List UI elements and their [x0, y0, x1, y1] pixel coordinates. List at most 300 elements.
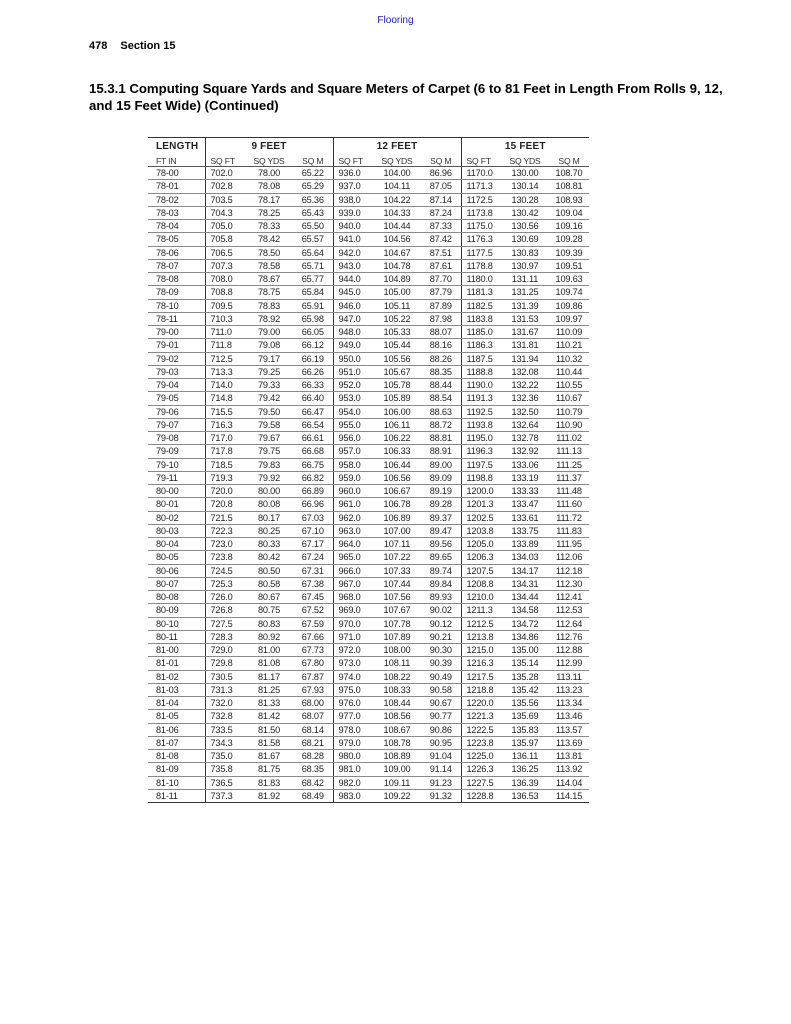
length-cell: 79-07 [148, 418, 205, 431]
length-cell: 78-04 [148, 220, 205, 233]
sq-ft-cell: 729.8 [205, 657, 245, 670]
sq-m-cell: 66.54 [293, 418, 333, 431]
sq-m-cell: 67.24 [293, 551, 333, 564]
sq-yds-cell: 130.14 [501, 180, 549, 193]
sq-ft-cell: 1202.5 [461, 511, 501, 524]
sq-ft-cell: 1185.0 [461, 326, 501, 339]
sq-m-cell: 66.05 [293, 326, 333, 339]
sq-ft-cell: 1191.3 [461, 392, 501, 405]
sq-yds-cell: 132.50 [501, 405, 549, 418]
sq-m-cell: 68.49 [293, 789, 333, 802]
sq-m-cell: 111.48 [549, 485, 589, 498]
sq-yds-cell: 134.31 [501, 577, 549, 590]
table-row [148, 670, 589, 683]
sq-m-cell: 87.33 [421, 220, 461, 233]
sq-m-cell: 66.61 [293, 432, 333, 445]
table-row [148, 577, 589, 590]
sq-ft-cell: 705.8 [205, 233, 245, 246]
sq-ft-cell: 974.0 [333, 670, 373, 683]
sq-yds-cell: 132.08 [501, 365, 549, 378]
sq-yds-cell: 135.69 [501, 710, 549, 723]
sq-m-cell: 67.66 [293, 630, 333, 643]
col-sq-ft: SQ FT [461, 155, 501, 167]
sq-ft-cell: 728.3 [205, 630, 245, 643]
sq-ft-cell: 1182.5 [461, 299, 501, 312]
table-row [148, 339, 589, 352]
sq-yds-cell: 108.56 [373, 710, 421, 723]
sq-m-cell: 65.91 [293, 299, 333, 312]
sq-yds-cell: 130.28 [501, 193, 549, 206]
sq-m-cell: 65.22 [293, 167, 333, 180]
sq-m-cell: 112.99 [549, 657, 589, 670]
sq-m-cell: 67.38 [293, 577, 333, 590]
sq-m-cell: 108.81 [549, 180, 589, 193]
sq-yds-cell: 131.39 [501, 299, 549, 312]
sq-ft-cell: 702.0 [205, 167, 245, 180]
sq-m-cell: 91.04 [421, 750, 461, 763]
sq-m-cell: 66.89 [293, 485, 333, 498]
table-row [148, 776, 589, 789]
sq-m-cell: 67.87 [293, 670, 333, 683]
sq-ft-cell: 1228.8 [461, 789, 501, 802]
sq-ft-cell: 950.0 [333, 352, 373, 365]
table-row [148, 511, 589, 524]
sq-ft-cell: 982.0 [333, 776, 373, 789]
sq-ft-cell: 983.0 [333, 789, 373, 802]
sq-yds-cell: 108.67 [373, 723, 421, 736]
length-cell: 78-02 [148, 193, 205, 206]
col-sq-ft: SQ FT [205, 155, 245, 167]
sq-m-cell: 65.36 [293, 193, 333, 206]
sq-m-cell: 66.40 [293, 392, 333, 405]
sq-m-cell: 111.25 [549, 458, 589, 471]
sq-yds-cell: 130.00 [501, 167, 549, 180]
length-cell: 79-08 [148, 432, 205, 445]
sq-ft-cell: 723.8 [205, 551, 245, 564]
sq-ft-cell: 711.0 [205, 326, 245, 339]
sq-ft-cell: 973.0 [333, 657, 373, 670]
sq-m-cell: 90.02 [421, 604, 461, 617]
sq-yds-cell: 81.33 [245, 697, 293, 710]
sq-m-cell: 112.30 [549, 577, 589, 590]
sq-m-cell: 87.14 [421, 193, 461, 206]
sq-m-cell: 87.98 [421, 312, 461, 325]
sq-yds-cell: 79.50 [245, 405, 293, 418]
sq-m-cell: 112.64 [549, 617, 589, 630]
sq-m-cell: 65.57 [293, 233, 333, 246]
sq-yds-cell: 104.67 [373, 246, 421, 259]
sq-yds-cell: 78.25 [245, 206, 293, 219]
sq-yds-cell: 130.83 [501, 246, 549, 259]
sq-ft-cell: 714.8 [205, 392, 245, 405]
sq-ft-cell: 704.3 [205, 206, 245, 219]
sq-m-cell: 112.88 [549, 644, 589, 657]
sq-yds-cell: 133.61 [501, 511, 549, 524]
sq-yds-cell: 104.33 [373, 206, 421, 219]
sq-ft-cell: 978.0 [333, 723, 373, 736]
sq-ft-cell: 711.8 [205, 339, 245, 352]
sq-ft-cell: 1205.0 [461, 538, 501, 551]
sq-yds-cell: 81.92 [245, 789, 293, 802]
sq-ft-cell: 1188.8 [461, 365, 501, 378]
sq-m-cell: 109.39 [549, 246, 589, 259]
sq-ft-cell: 1226.3 [461, 763, 501, 776]
sq-m-cell: 112.18 [549, 564, 589, 577]
length-cell: 78-10 [148, 299, 205, 312]
sq-m-cell: 113.69 [549, 736, 589, 749]
sq-m-cell: 89.65 [421, 551, 461, 564]
sq-yds-cell: 132.64 [501, 418, 549, 431]
sq-yds-cell: 105.33 [373, 326, 421, 339]
length-cell: 79-04 [148, 379, 205, 392]
sq-ft-cell: 961.0 [333, 498, 373, 511]
sq-ft-cell: 1213.8 [461, 630, 501, 643]
sq-m-cell: 68.35 [293, 763, 333, 776]
sq-ft-cell: 735.8 [205, 763, 245, 776]
length-cell: 78-00 [148, 167, 205, 180]
sq-yds-cell: 106.67 [373, 485, 421, 498]
sq-yds-cell: 105.78 [373, 379, 421, 392]
sq-m-cell: 110.09 [549, 326, 589, 339]
table-row [148, 286, 589, 299]
sq-ft-cell: 1220.0 [461, 697, 501, 710]
sq-yds-cell: 104.44 [373, 220, 421, 233]
sq-m-cell: 113.46 [549, 710, 589, 723]
length-cell: 78-09 [148, 286, 205, 299]
sq-yds-cell: 133.89 [501, 538, 549, 551]
sq-m-cell: 90.30 [421, 644, 461, 657]
sq-m-cell: 110.44 [549, 365, 589, 378]
sq-yds-cell: 105.67 [373, 365, 421, 378]
sq-ft-cell: 712.5 [205, 352, 245, 365]
col-sq-yds: SQ YDS [245, 155, 293, 167]
table-row [148, 697, 589, 710]
sq-yds-cell: 105.89 [373, 392, 421, 405]
sq-yds-cell: 79.42 [245, 392, 293, 405]
sq-ft-cell: 980.0 [333, 750, 373, 763]
sq-yds-cell: 130.42 [501, 206, 549, 219]
sq-ft-cell: 1177.5 [461, 246, 501, 259]
sq-yds-cell: 106.11 [373, 418, 421, 431]
sq-ft-cell: 1217.5 [461, 670, 501, 683]
table-row [148, 379, 589, 392]
sq-ft-cell: 1190.0 [461, 379, 501, 392]
sq-yds-cell: 136.11 [501, 750, 549, 763]
sq-m-cell: 68.07 [293, 710, 333, 723]
sq-yds-cell: 135.00 [501, 644, 549, 657]
sq-m-cell: 65.64 [293, 246, 333, 259]
sq-m-cell: 87.89 [421, 299, 461, 312]
sq-yds-cell: 81.75 [245, 763, 293, 776]
sq-ft-cell: 1172.5 [461, 193, 501, 206]
sq-yds-cell: 133.47 [501, 498, 549, 511]
sq-m-cell: 67.73 [293, 644, 333, 657]
sq-m-cell: 65.29 [293, 180, 333, 193]
sq-m-cell: 109.04 [549, 206, 589, 219]
table-row [148, 352, 589, 365]
sq-ft-cell: 963.0 [333, 524, 373, 537]
flooring-link[interactable]: Flooring [377, 15, 414, 26]
sq-ft-cell: 971.0 [333, 630, 373, 643]
length-cell: 78-03 [148, 206, 205, 219]
sq-ft-cell: 720.8 [205, 498, 245, 511]
length-cell: 79-10 [148, 458, 205, 471]
sq-yds-cell: 109.22 [373, 789, 421, 802]
length-cell: 79-02 [148, 352, 205, 365]
sq-ft-cell: 945.0 [333, 286, 373, 299]
sq-m-cell: 91.23 [421, 776, 461, 789]
sq-m-cell: 88.26 [421, 352, 461, 365]
table-row [148, 524, 589, 537]
sq-m-cell: 90.67 [421, 697, 461, 710]
sq-yds-cell: 80.25 [245, 524, 293, 537]
sq-ft-cell: 937.0 [333, 180, 373, 193]
sq-ft-cell: 1186.3 [461, 339, 501, 352]
sq-ft-cell: 972.0 [333, 644, 373, 657]
sq-yds-cell: 80.92 [245, 630, 293, 643]
length-cell: 81-04 [148, 697, 205, 710]
table-row [148, 485, 589, 498]
sq-ft-cell: 946.0 [333, 299, 373, 312]
sq-m-cell: 113.34 [549, 697, 589, 710]
sq-ft-cell: 970.0 [333, 617, 373, 630]
sq-m-cell: 90.58 [421, 683, 461, 696]
page-number: 478 [89, 40, 108, 52]
sq-yds-cell: 80.00 [245, 485, 293, 498]
sq-m-cell: 89.47 [421, 524, 461, 537]
sq-ft-cell: 1170.0 [461, 167, 501, 180]
col-sq-m: SQ M [293, 155, 333, 167]
sq-m-cell: 109.51 [549, 259, 589, 272]
sq-m-cell: 87.51 [421, 246, 461, 259]
sq-yds-cell: 108.33 [373, 683, 421, 696]
sq-yds-cell: 107.33 [373, 564, 421, 577]
length-cell: 80-10 [148, 617, 205, 630]
sq-ft-cell: 723.0 [205, 538, 245, 551]
sq-ft-cell: 942.0 [333, 246, 373, 259]
sq-yds-cell: 132.36 [501, 392, 549, 405]
sq-yds-cell: 79.83 [245, 458, 293, 471]
sq-m-cell: 114.04 [549, 776, 589, 789]
sq-ft-cell: 1193.8 [461, 418, 501, 431]
sq-m-cell: 90.49 [421, 670, 461, 683]
sq-yds-cell: 131.53 [501, 312, 549, 325]
sq-ft-cell: 722.3 [205, 524, 245, 537]
sq-yds-cell: 105.00 [373, 286, 421, 299]
page-header [89, 40, 175, 52]
sq-ft-cell: 959.0 [333, 471, 373, 484]
sq-yds-cell: 107.00 [373, 524, 421, 537]
sq-yds-cell: 135.42 [501, 683, 549, 696]
table-row [148, 326, 589, 339]
sq-yds-cell: 79.17 [245, 352, 293, 365]
sq-m-cell: 67.80 [293, 657, 333, 670]
sq-yds-cell: 130.69 [501, 233, 549, 246]
sq-ft-cell: 724.5 [205, 564, 245, 577]
sq-ft-cell: 705.0 [205, 220, 245, 233]
sq-m-cell: 113.11 [549, 670, 589, 683]
sq-yds-cell: 107.67 [373, 604, 421, 617]
sq-m-cell: 88.63 [421, 405, 461, 418]
sq-ft-cell: 1175.0 [461, 220, 501, 233]
sq-ft-cell: 955.0 [333, 418, 373, 431]
length-cell: 80-06 [148, 564, 205, 577]
sq-yds-cell: 107.56 [373, 591, 421, 604]
sq-ft-cell: 1180.0 [461, 273, 501, 286]
sq-yds-cell: 131.67 [501, 326, 549, 339]
sq-ft-cell: 714.0 [205, 379, 245, 392]
sq-ft-cell: 1181.3 [461, 286, 501, 299]
sq-m-cell: 90.39 [421, 657, 461, 670]
sq-yds-cell: 136.53 [501, 789, 549, 802]
sq-ft-cell: 1208.8 [461, 577, 501, 590]
length-cell: 81-11 [148, 789, 205, 802]
table-row [148, 604, 589, 617]
sq-ft-cell: 1187.5 [461, 352, 501, 365]
sq-yds-cell: 106.44 [373, 458, 421, 471]
sq-ft-cell: 706.5 [205, 246, 245, 259]
sq-yds-cell: 105.56 [373, 352, 421, 365]
sq-yds-cell: 109.11 [373, 776, 421, 789]
sq-yds-cell: 135.97 [501, 736, 549, 749]
sq-yds-cell: 81.67 [245, 750, 293, 763]
sq-yds-cell: 105.22 [373, 312, 421, 325]
sq-ft-cell: 702.8 [205, 180, 245, 193]
carpet-table-container [148, 137, 589, 803]
sq-ft-cell: 1183.8 [461, 312, 501, 325]
length-cell: 79-09 [148, 445, 205, 458]
sq-m-cell: 67.59 [293, 617, 333, 630]
sq-yds-cell: 78.33 [245, 220, 293, 233]
sq-m-cell: 65.77 [293, 273, 333, 286]
length-cell: 80-02 [148, 511, 205, 524]
sq-ft-cell: 737.3 [205, 789, 245, 802]
sq-yds-cell: 132.92 [501, 445, 549, 458]
length-cell: 80-08 [148, 591, 205, 604]
sq-m-cell: 67.31 [293, 564, 333, 577]
col-sq-ft: SQ FT [333, 155, 373, 167]
table-row [148, 299, 589, 312]
sq-m-cell: 111.37 [549, 471, 589, 484]
sq-m-cell: 66.75 [293, 458, 333, 471]
sq-yds-cell: 106.33 [373, 445, 421, 458]
sq-m-cell: 89.56 [421, 538, 461, 551]
sq-ft-cell: 940.0 [333, 220, 373, 233]
sq-m-cell: 88.35 [421, 365, 461, 378]
sq-yds-cell: 132.22 [501, 379, 549, 392]
sq-m-cell: 68.21 [293, 736, 333, 749]
sq-ft-cell: 1196.3 [461, 445, 501, 458]
sq-yds-cell: 130.56 [501, 220, 549, 233]
table-row [148, 193, 589, 206]
sq-m-cell: 65.98 [293, 312, 333, 325]
sq-yds-cell: 133.75 [501, 524, 549, 537]
sq-ft-cell: 976.0 [333, 697, 373, 710]
sq-yds-cell: 78.67 [245, 273, 293, 286]
table-row [148, 763, 589, 776]
table-row [148, 206, 589, 219]
sq-m-cell: 108.70 [549, 167, 589, 180]
table-row [148, 432, 589, 445]
sq-m-cell: 89.28 [421, 498, 461, 511]
sq-yds-cell: 81.00 [245, 644, 293, 657]
sq-yds-cell: 106.22 [373, 432, 421, 445]
sq-m-cell: 110.55 [549, 379, 589, 392]
carpet-conversion-table [148, 137, 589, 803]
sq-m-cell: 112.76 [549, 630, 589, 643]
sq-ft-cell: 716.3 [205, 418, 245, 431]
group-header-12-feet: 12 FEET [333, 138, 461, 156]
sq-m-cell: 110.79 [549, 405, 589, 418]
sq-ft-cell: 947.0 [333, 312, 373, 325]
sq-ft-cell: 1201.3 [461, 498, 501, 511]
sq-yds-cell: 108.22 [373, 670, 421, 683]
sq-yds-cell: 134.03 [501, 551, 549, 564]
length-cell: 80-07 [148, 577, 205, 590]
length-cell: 79-11 [148, 471, 205, 484]
sq-m-cell: 111.60 [549, 498, 589, 511]
sq-ft-cell: 956.0 [333, 432, 373, 445]
table-row [148, 233, 589, 246]
sq-m-cell: 88.72 [421, 418, 461, 431]
sq-yds-cell: 79.33 [245, 379, 293, 392]
sq-ft-cell: 708.0 [205, 273, 245, 286]
sq-yds-cell: 104.78 [373, 259, 421, 272]
sq-yds-cell: 133.33 [501, 485, 549, 498]
sq-m-cell: 110.90 [549, 418, 589, 431]
sq-yds-cell: 135.83 [501, 723, 549, 736]
sq-m-cell: 68.42 [293, 776, 333, 789]
sq-ft-cell: 710.3 [205, 312, 245, 325]
sq-m-cell: 88.07 [421, 326, 461, 339]
length-cell: 79-05 [148, 392, 205, 405]
table-row [148, 644, 589, 657]
sq-yds-cell: 78.92 [245, 312, 293, 325]
sq-yds-cell: 134.72 [501, 617, 549, 630]
group-header-15-feet: 15 FEET [461, 138, 589, 156]
table-row [148, 789, 589, 802]
sq-ft-cell: 1218.8 [461, 683, 501, 696]
sq-m-cell: 87.61 [421, 259, 461, 272]
sq-ft-cell: 979.0 [333, 736, 373, 749]
sq-ft-cell: 726.0 [205, 591, 245, 604]
sq-m-cell: 109.74 [549, 286, 589, 299]
sq-yds-cell: 80.58 [245, 577, 293, 590]
table-row [148, 365, 589, 378]
sq-m-cell: 89.37 [421, 511, 461, 524]
sq-ft-cell: 709.5 [205, 299, 245, 312]
sq-ft-cell: 715.5 [205, 405, 245, 418]
sq-m-cell: 66.82 [293, 471, 333, 484]
sq-ft-cell: 1176.3 [461, 233, 501, 246]
sq-yds-cell: 107.44 [373, 577, 421, 590]
table-row [148, 617, 589, 630]
sq-ft-cell: 1215.0 [461, 644, 501, 657]
sq-m-cell: 86.96 [421, 167, 461, 180]
sq-yds-cell: 78.50 [245, 246, 293, 259]
sq-ft-cell: 1178.8 [461, 259, 501, 272]
sq-m-cell: 66.12 [293, 339, 333, 352]
sq-ft-cell: 981.0 [333, 763, 373, 776]
length-cell: 81-10 [148, 776, 205, 789]
sq-ft-cell: 965.0 [333, 551, 373, 564]
sq-ft-cell: 967.0 [333, 577, 373, 590]
sq-ft-cell: 730.5 [205, 670, 245, 683]
length-cell: 80-01 [148, 498, 205, 511]
sq-yds-cell: 131.81 [501, 339, 549, 352]
sq-yds-cell: 106.00 [373, 405, 421, 418]
sq-yds-cell: 78.75 [245, 286, 293, 299]
